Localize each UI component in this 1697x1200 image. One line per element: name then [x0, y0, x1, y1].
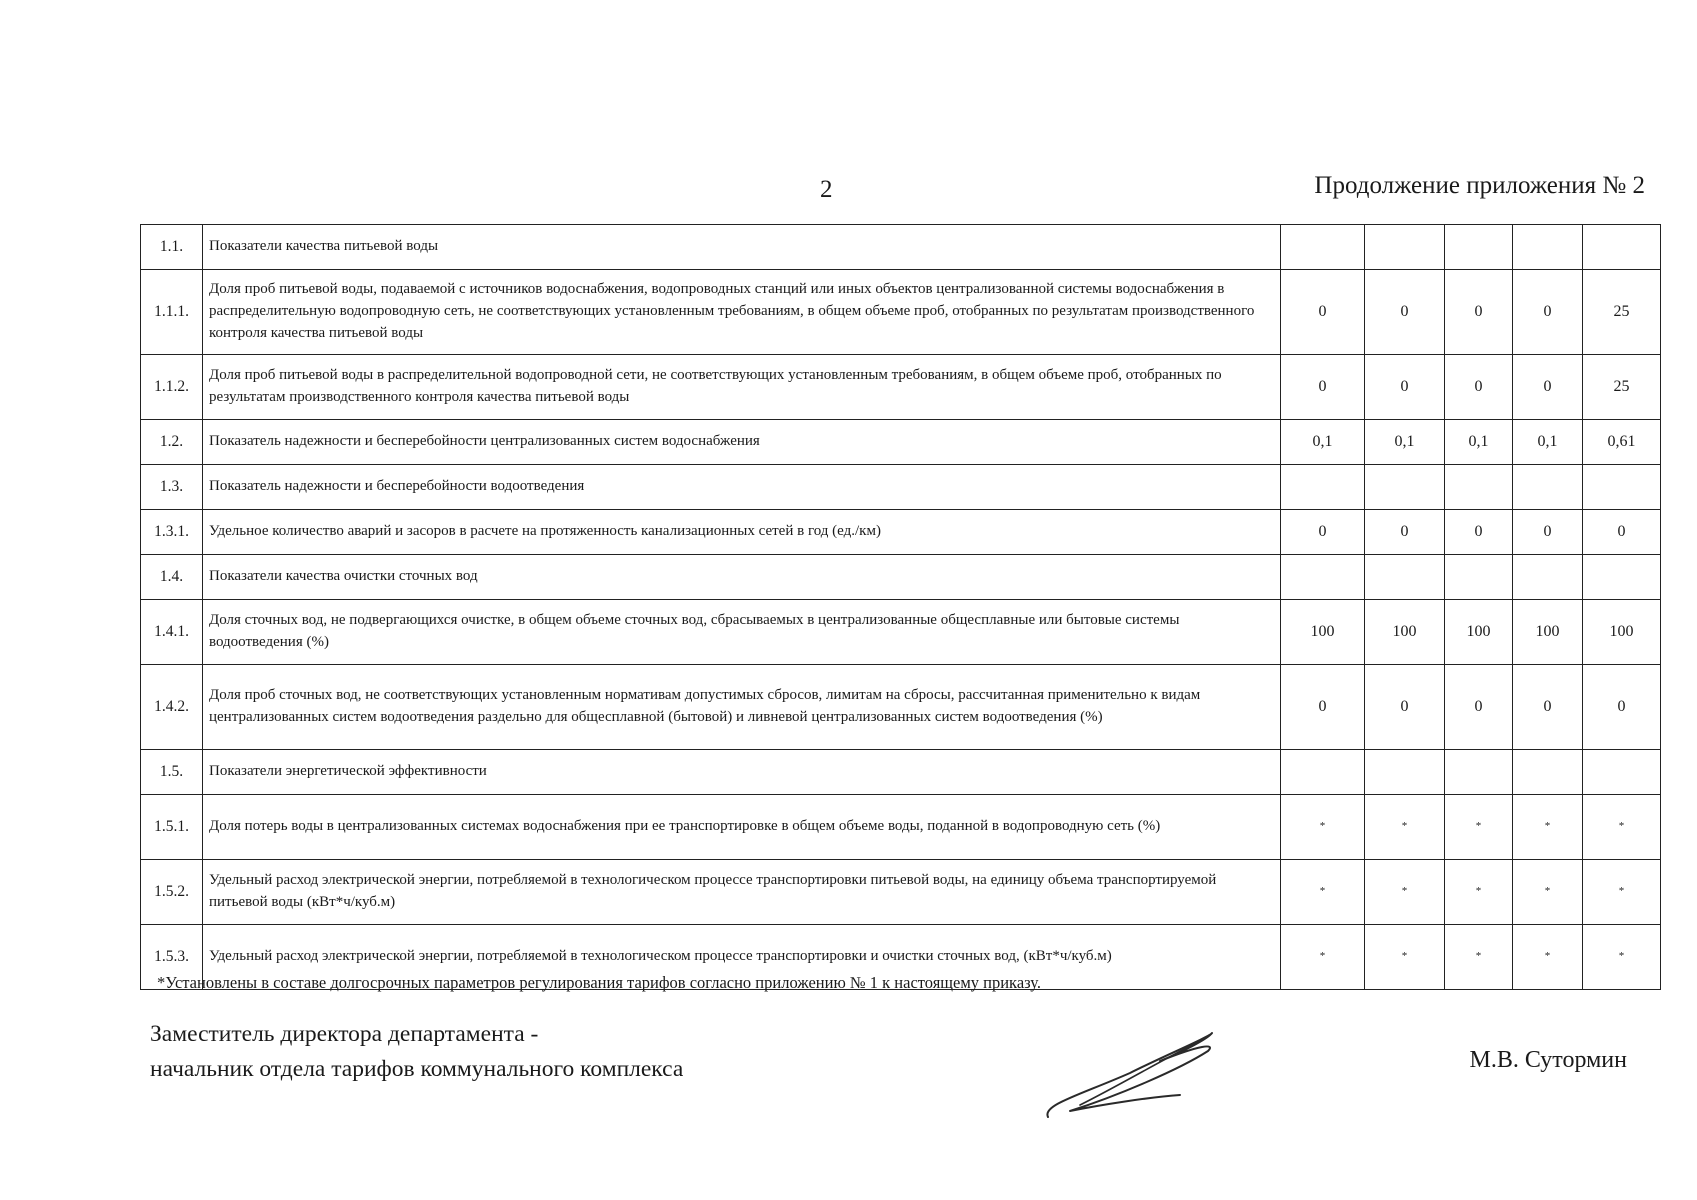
table-row: [141, 510, 1661, 555]
indicator-name-cell: Показатели энергетической эффективности: [203, 750, 1281, 795]
value-cell: [1583, 750, 1661, 795]
value-cell: [1445, 750, 1513, 795]
value-cell: [1513, 750, 1583, 795]
row-number-cell: 1.2.: [141, 420, 203, 465]
value-cell: *: [1513, 860, 1583, 925]
indicator-name-cell: Доля проб сточных вод, не соответствующих установленным нормативам допустимых сбросов, лимитам на сбросы, рассчитанная применительно к видам централизованных систем водоотведения раздельно для общесплавной (бытовой) и ливневой централизованных систем водоотведения (%): [203, 665, 1281, 750]
table-row: [141, 600, 1661, 665]
value-cell: *: [1281, 860, 1365, 925]
value-cell: [1281, 465, 1365, 510]
handwritten-signature: [1040, 1025, 1220, 1125]
row-number-cell: 1.5.: [141, 750, 203, 795]
value-cell: 100: [1513, 600, 1583, 665]
indicator-name-cell: Доля потерь воды в централизованных системах водоснабжения при ее транспортировке в общем объеме воды, поданной в водопроводную сеть (%): [203, 795, 1281, 860]
value-cell: [1513, 465, 1583, 510]
value-cell: *: [1445, 795, 1513, 860]
value-cell: [1583, 465, 1661, 510]
value-cell: *: [1365, 795, 1445, 860]
row-number-cell: 1.3.1.: [141, 510, 203, 555]
value-cell: [1445, 465, 1513, 510]
value-cell: 0: [1365, 355, 1445, 420]
indicator-name-cell: Доля проб питьевой воды в распределительной водопроводной сети, не соответствующих установленным требованиям, в общем объеме проб, отобранных по результатам производственного контроля качества питьевой воды: [203, 355, 1281, 420]
value-cell: 0: [1513, 510, 1583, 555]
footnote: *Установлены в составе долгосрочных параметров регулирования тарифов согласно приложению № 1 к настоящему приказу.: [157, 973, 1042, 992]
table-row: [141, 420, 1661, 465]
value-cell: 0: [1281, 355, 1365, 420]
appendix-title: Продолжение приложения № 2: [1314, 172, 1645, 199]
value-cell: [1281, 555, 1365, 600]
value-cell: [1583, 555, 1661, 600]
value-cell: 0: [1513, 355, 1583, 420]
value-cell: [1583, 225, 1661, 270]
signer-name: М.В. Сутормин: [1469, 1047, 1627, 1073]
value-cell: 0: [1281, 270, 1365, 355]
value-cell: 0: [1445, 355, 1513, 420]
value-cell: 100: [1583, 600, 1661, 665]
table-row: [141, 225, 1661, 270]
value-cell: 25: [1583, 355, 1661, 420]
signer-title: [150, 1017, 683, 1088]
indicator-name-cell: Доля сточных вод, не подвергающихся очистке, в общем объеме сточных вод, сбрасываемых в централизованные общесплавные или бытовые системы водоотведения (%): [203, 600, 1281, 665]
value-cell: 0,1: [1513, 420, 1583, 465]
row-number-cell: 1.5.3.: [141, 925, 203, 990]
value-cell: 0: [1513, 665, 1583, 750]
value-cell: 0,61: [1583, 420, 1661, 465]
value-cell: 100: [1281, 600, 1365, 665]
value-cell: 0: [1365, 665, 1445, 750]
signer-title-line-1: Заместитель директора департамента -: [150, 1021, 539, 1047]
value-cell: *: [1513, 795, 1583, 860]
value-cell: *: [1445, 925, 1513, 990]
value-cell: 25: [1583, 270, 1661, 355]
value-cell: 0,1: [1281, 420, 1365, 465]
value-cell: 0,1: [1365, 420, 1445, 465]
value-cell: 0: [1583, 665, 1661, 750]
value-cell: 100: [1445, 600, 1513, 665]
value-cell: [1281, 750, 1365, 795]
value-cell: *: [1281, 925, 1365, 990]
indicators-table-container: [140, 224, 1660, 990]
row-number-cell: 1.1.2.: [141, 355, 203, 420]
signer-title-line-2: начальник отдела тарифов коммунального комплекса: [150, 1056, 684, 1083]
table-row: [141, 795, 1661, 860]
value-cell: [1365, 465, 1445, 510]
value-cell: [1365, 750, 1445, 795]
value-cell: [1445, 225, 1513, 270]
value-cell: *: [1281, 795, 1365, 860]
row-number-cell: 1.4.: [141, 555, 203, 600]
page-number: 2: [820, 176, 833, 203]
indicator-name-cell: Удельный расход электрической энергии, потребляемой в технологическом процессе транспортировки и очистки сточных вод, (кВт*ч/куб.м): [203, 925, 1281, 990]
indicator-name-cell: Показатели качества питьевой воды: [203, 225, 1281, 270]
value-cell: *: [1513, 925, 1583, 990]
table-row: [141, 665, 1661, 750]
value-cell: [1445, 555, 1513, 600]
indicator-name-cell: Удельный расход электрической энергии, потребляемой в технологическом процессе транспортировки питьевой воды, на единицу объема транспортируемой питьевой воды (кВт*ч/куб.м): [203, 860, 1281, 925]
indicator-name-cell: Показатели качества очистки сточных вод: [203, 555, 1281, 600]
value-cell: 0: [1365, 270, 1445, 355]
value-cell: 0: [1281, 665, 1365, 750]
table-row: [141, 355, 1661, 420]
indicator-name-cell: Показатель надежности и бесперебойности водоотведения: [203, 465, 1281, 510]
row-number-cell: 1.5.1.: [141, 795, 203, 860]
indicators-table: [140, 224, 1661, 990]
table-row: [141, 750, 1661, 795]
value-cell: 100: [1365, 600, 1445, 665]
value-cell: [1281, 225, 1365, 270]
value-cell: [1365, 225, 1445, 270]
value-cell: *: [1365, 925, 1445, 990]
indicator-name-cell: Удельное количество аварий и засоров в расчете на протяженность канализационных сетей в год (ед./км): [203, 510, 1281, 555]
value-cell: [1513, 555, 1583, 600]
value-cell: 0: [1281, 510, 1365, 555]
row-number-cell: 1.4.2.: [141, 665, 203, 750]
value-cell: 0: [1445, 270, 1513, 355]
value-cell: *: [1445, 860, 1513, 925]
value-cell: *: [1583, 795, 1661, 860]
value-cell: [1513, 225, 1583, 270]
value-cell: 0: [1513, 270, 1583, 355]
row-number-cell: 1.4.1.: [141, 600, 203, 665]
value-cell: [1365, 555, 1445, 600]
table-row: [141, 465, 1661, 510]
table-body: [141, 225, 1661, 990]
value-cell: 0: [1583, 510, 1661, 555]
row-number-cell: 1.3.: [141, 465, 203, 510]
indicator-name-cell: Показатель надежности и бесперебойности централизованных систем водоснабжения: [203, 420, 1281, 465]
value-cell: 0: [1445, 510, 1513, 555]
value-cell: *: [1365, 860, 1445, 925]
row-number-cell: 1.5.2.: [141, 860, 203, 925]
row-number-cell: 1.1.: [141, 225, 203, 270]
value-cell: 0,1: [1445, 420, 1513, 465]
table-row: [141, 270, 1661, 355]
table-row: [141, 860, 1661, 925]
value-cell: *: [1583, 860, 1661, 925]
value-cell: 0: [1445, 665, 1513, 750]
value-cell: 0: [1365, 510, 1445, 555]
row-number-cell: 1.1.1.: [141, 270, 203, 355]
indicator-name-cell: Доля проб питьевой воды, подаваемой с источников водоснабжения, водопроводных станций или иных объектов централизованной системы водоснабжения в распределительную водопроводную сеть, не соответствующих установленным требованиям, в общем объеме проб, отобранных по результатам производственного контроля качества питьевой воды: [203, 270, 1281, 355]
table-row: [141, 555, 1661, 600]
value-cell: *: [1583, 925, 1661, 990]
